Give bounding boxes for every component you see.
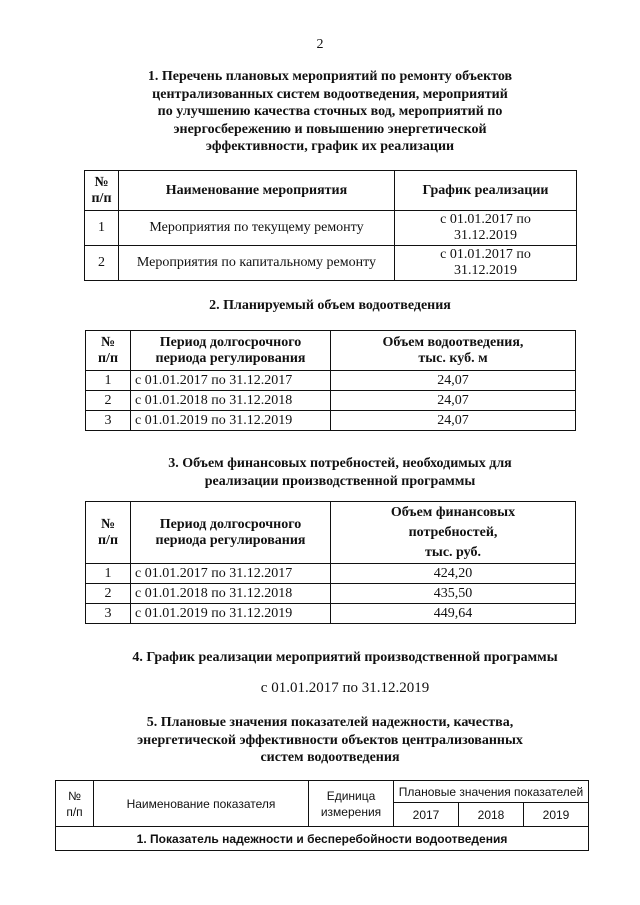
row-num: 3 xyxy=(86,411,131,431)
section4-period: с 01.01.2017 по 31.12.2019 xyxy=(260,680,430,696)
row-num: 1 xyxy=(85,211,119,246)
header-period: Период долгосрочного периода регулирования xyxy=(131,502,331,564)
row-num: 1 xyxy=(86,564,131,584)
section1-title-line: 1. Перечень плановых мероприятий по ремонту объектов xyxy=(147,69,513,84)
table-header-row xyxy=(56,781,589,803)
financial-needs-table xyxy=(85,501,576,624)
table-row xyxy=(86,411,576,431)
row-activity: Мероприятия по текущему ремонту xyxy=(119,211,395,246)
header-num: № п/п xyxy=(86,502,131,564)
section1-title-line: эффективности, график их реализации xyxy=(205,139,455,154)
row-financial-value: 449,64 xyxy=(331,604,576,624)
header-year: 2019 xyxy=(524,803,589,827)
row-period: с 01.01.2019 по 31.12.2019 xyxy=(131,411,331,431)
table-row xyxy=(85,246,577,281)
header-num: № п/п xyxy=(85,171,119,211)
section3-title-line: 3. Объем финансовых потребностей, необходимых для xyxy=(168,456,512,471)
subsection-title: 1. Показатель надежности и бесперебойности водоотведения xyxy=(56,827,589,851)
table-row xyxy=(85,211,577,246)
table-header-row xyxy=(86,331,576,371)
header-num: № п/п xyxy=(86,331,131,371)
row-activity: Мероприятия по капитальному ремонту xyxy=(119,246,395,281)
table-row xyxy=(86,371,576,391)
section5-title-line: систем водоотведения xyxy=(260,750,400,765)
row-financial-value: 424,20 xyxy=(331,564,576,584)
section3-title xyxy=(60,455,620,490)
section1-title-line: энергосбережению и повышению энергетической xyxy=(173,121,487,137)
header-num: № п/п xyxy=(56,781,94,827)
table-header-row xyxy=(85,171,577,211)
row-volume: 24,07 xyxy=(331,371,576,391)
section5-title-line: 5. Плановые значения показателей надежности, качества, xyxy=(146,715,514,730)
table-row xyxy=(86,584,576,604)
section3-title-line: реализации производственной программы xyxy=(204,473,476,489)
header-activity-name: Наименование мероприятия xyxy=(119,171,395,211)
wastewater-volume-table xyxy=(85,330,576,431)
section4-title: 4. График реализации мероприятий производственной программы xyxy=(132,650,558,665)
row-period: с 01.01.2018 по 31.12.2018 xyxy=(131,391,331,411)
row-num: 2 xyxy=(85,246,119,281)
row-schedule: с 01.01.2017 по 31.12.2019 xyxy=(395,211,577,246)
header-year: 2018 xyxy=(459,803,524,827)
section5-title-line: энергетической эффективности объектов централизованных xyxy=(137,732,523,748)
section5-title xyxy=(60,714,600,767)
row-period: с 01.01.2017 по 31.12.2017 xyxy=(131,371,331,391)
header-unit: Единица измерения xyxy=(309,781,394,827)
table-header-row xyxy=(86,502,576,564)
header-period: Период долгосрочного периода регулирования xyxy=(131,331,331,371)
header-schedule: График реализации xyxy=(395,171,577,211)
section1-title-line: централизованных систем водоотведения, мероприятий xyxy=(152,86,508,102)
section1-title xyxy=(60,68,600,156)
table-row xyxy=(86,391,576,411)
row-volume: 24,07 xyxy=(331,411,576,431)
header-indicator-name: Наименование показателя xyxy=(94,781,309,827)
row-num: 3 xyxy=(86,604,131,624)
table-row xyxy=(86,564,576,584)
indicators-table xyxy=(55,780,589,851)
row-financial-value: 435,50 xyxy=(331,584,576,604)
row-num: 2 xyxy=(86,391,131,411)
table-row xyxy=(86,604,576,624)
page-number: 2 xyxy=(316,37,324,52)
header-year: 2017 xyxy=(394,803,459,827)
activities-table xyxy=(84,170,577,281)
section2-title: 2. Планируемый объем водоотведения xyxy=(209,298,451,313)
row-period: с 01.01.2018 по 31.12.2018 xyxy=(131,584,331,604)
section1-title-line: по улучшению качества сточных вод, мероприятий по xyxy=(157,104,503,119)
table-section-row xyxy=(56,827,589,851)
header-financial-volume: Объем финансовых потребностей, тыс. руб. xyxy=(331,502,576,564)
row-period: с 01.01.2017 по 31.12.2017 xyxy=(131,564,331,584)
row-volume: 24,07 xyxy=(331,391,576,411)
row-num: 1 xyxy=(86,371,131,391)
row-num: 2 xyxy=(86,584,131,604)
header-planned-values: Плановые значения показателей xyxy=(394,781,589,803)
row-schedule: с 01.01.2017 по 31.12.2019 xyxy=(395,246,577,281)
row-period: с 01.01.2019 по 31.12.2019 xyxy=(131,604,331,624)
header-volume: Объем водоотведения, тыс. куб. м xyxy=(331,331,576,371)
